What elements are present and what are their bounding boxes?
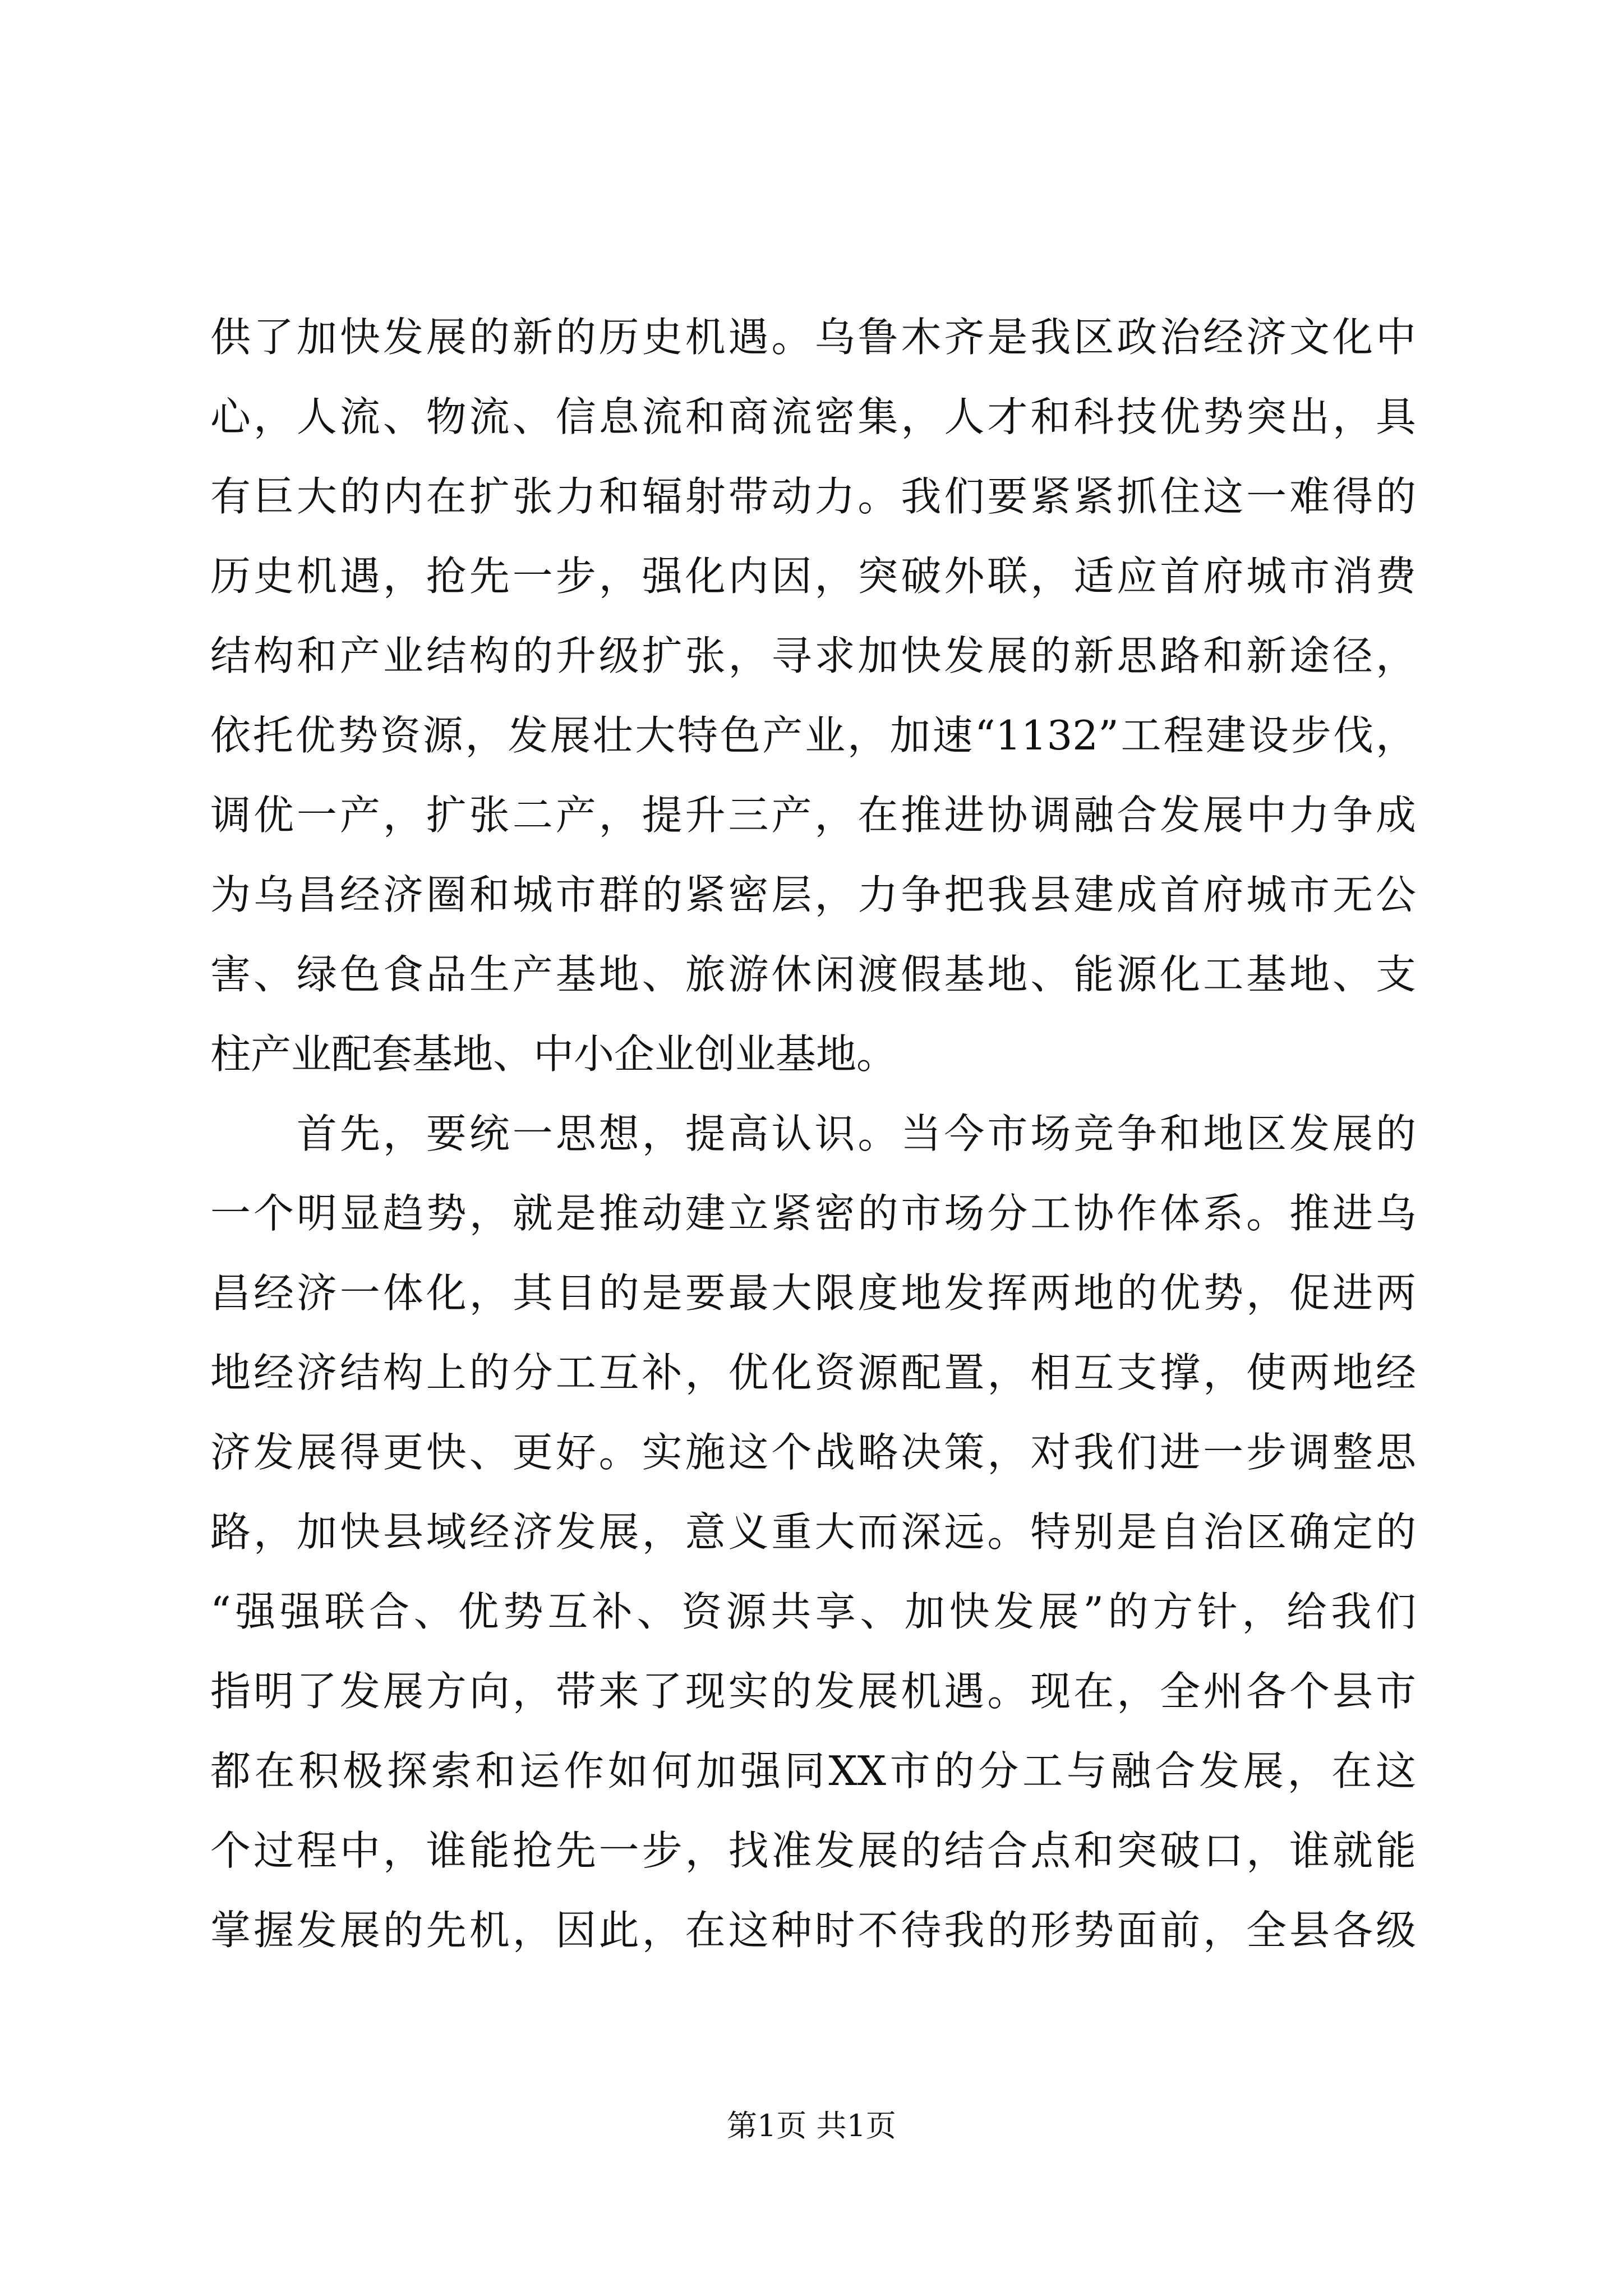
paragraph-start-line: 首先，要统一思想，提高认识。当今市场竞争和地区发展的 — [210, 1110, 1416, 1157]
text-line: 依托优势资源，发展壮大特色产业，加速“1132”工程建设步伐， — [210, 712, 1416, 759]
text-line: 指明了发展方向，带来了现实的发展机遇。现在，全州各个县市 — [210, 1668, 1416, 1715]
text-line: 害、绿色食品生产基地、旅游休闲渡假基地、能源化工基地、支 — [210, 951, 1416, 998]
text-line: 掌握发展的先机，因此，在这种时不待我的形势面前，全县各级 — [210, 1907, 1416, 1954]
body-text — [210, 297, 1416, 1970]
page-number-label: 第1页 共1页 — [727, 2108, 896, 2143]
page-footer — [0, 2106, 1623, 2146]
text-line: 路，加快县域经济发展，意义重大而深远。特别是自治区确定的 — [210, 1508, 1416, 1556]
text-line: 一个明显趋势，就是推动建立紧密的市场分工协作体系。推进乌 — [210, 1190, 1416, 1237]
paragraph-end-line: 柱产业配套基地、中小企业创业基地。 — [210, 1030, 897, 1078]
text-line: 供了加快发展的新的历史机遇。乌鲁木齐是我区政治经济文化中 — [210, 314, 1416, 361]
text-line: 济发展得更快、更好。实施这个战略决策，对我们进一步调整思 — [210, 1429, 1416, 1476]
text-line: 地经济结构上的分工互补，优化资源配置，相互支撑，使两地经 — [210, 1349, 1416, 1396]
text-line: 心，人流、物流、信息流和商流密集，人才和科技优势突出，具 — [210, 393, 1416, 440]
text-line: “强强联合、优势互补、资源共享、加快发展”的方针，给我们 — [210, 1588, 1416, 1635]
text-line: 都在积极探索和运作如何加强同XX市的分工与融合发展，在这 — [210, 1747, 1416, 1795]
text-line: 结构和产业结构的升级扩张，寻求加快发展的新思路和新途径， — [210, 632, 1416, 679]
text-line: 调优一产，扩张二产，提升三产，在推进协调融合发展中力争成 — [210, 792, 1416, 839]
text-line: 昌经济一体化，其目的是要最大限度地发挥两地的优势，促进两 — [210, 1269, 1416, 1317]
text-line: 历史机遇，抢先一步，强化内因，突破外联，适应首府城市消费 — [210, 553, 1416, 600]
text-line: 有巨大的内在扩张力和辐射带动力。我们要紧紧抓住这一难得的 — [210, 473, 1416, 520]
text-line: 个过程中，谁能抢先一步，找准发展的结合点和突破口，谁就能 — [210, 1827, 1416, 1874]
text-line: 为乌昌经济圈和城市群的紧密层，力争把我县建成首府城市无公 — [210, 871, 1416, 918]
